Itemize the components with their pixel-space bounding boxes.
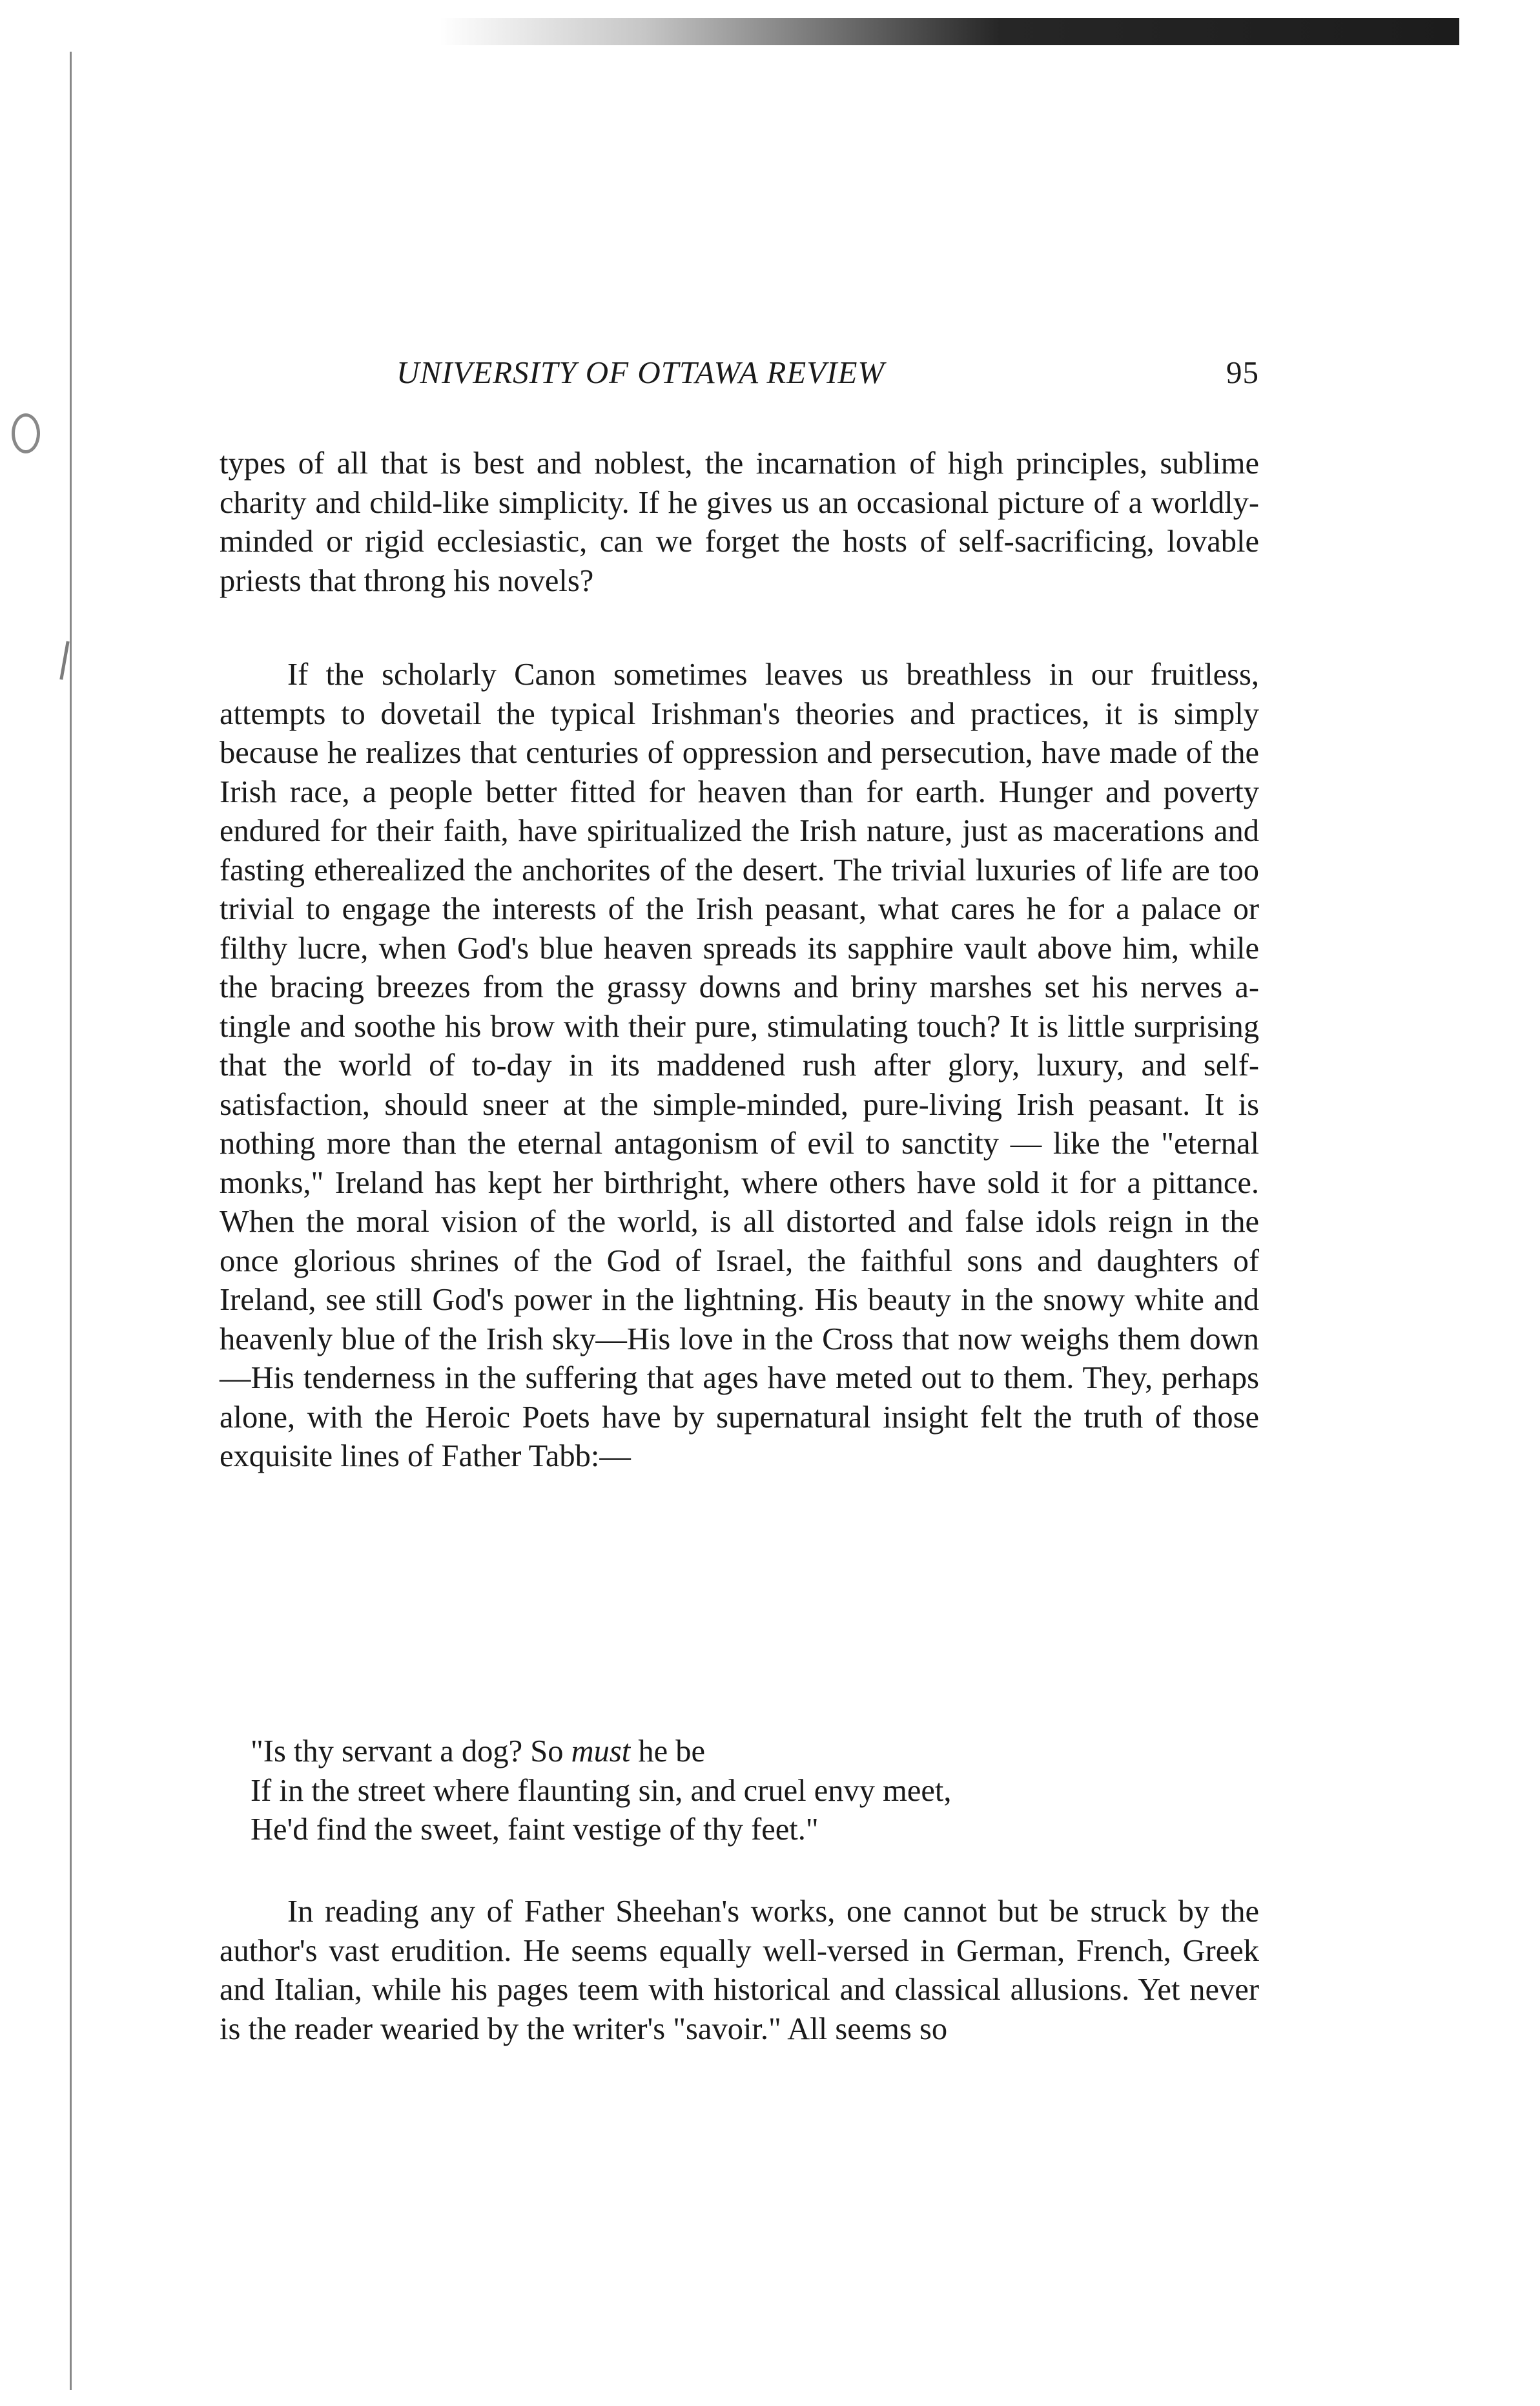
running-header [387, 354, 1259, 399]
page-binding-edge [70, 52, 72, 2390]
binding-hole-mark [12, 413, 40, 453]
poem-line-2: If in the street where flaunting sin, and cruel envy meet, [251, 1773, 952, 1808]
poem-quotation [251, 1732, 951, 1850]
poem-line-1-emphasis: must [571, 1734, 631, 1768]
poem-line-1-start: "Is thy servant a dog? So [251, 1734, 571, 1768]
scan-edge-shadow [439, 18, 1459, 45]
poem-line-1-end: he be [630, 1734, 706, 1768]
page-number: 95 [1226, 355, 1259, 390]
journal-title: UNIVERSITY OF OTTAWA REVIEW [396, 355, 885, 390]
poem-line-3: He'd find the sweet, faint vestige of thy feet." [251, 1812, 819, 1847]
binding-stroke-mark [59, 641, 69, 680]
poem-line-1 [251, 1732, 951, 1772]
paragraph-1: types of all that is best and noblest, the incarnation of high principles, sublime charity and child-like simplicity. If he gives us an occasional picture of a worldly-minded or rigid ecclesiastic, can we forget the hosts of self-sacrificing, lovable priests that throng his novels? [220, 446, 1259, 598]
paragraph-2: If the scholarly Canon sometimes leaves us breathless in our fruitless, attempts to dovetail the typical Irishman's theories and practices, it is simply because he realizes that centuries of oppression and persecution, have made of the Irish race, a people better fitted for heaven than for earth. Hunger and poverty endured for their faith, have spiritualized the Irish nature, just as macerations and fasting etherealized the anchorites of the desert. The trivial luxuries of life are too trivial to engage the interests of the Irish peasant, what cares he for a palace or filthy lucre, when God's blue heaven spreads its sapphire vault above him, while the bracing breezes from the grassy downs and briny marshes set his nerves a-tingle and soothe his brow with their pure, stimulating touch? It is little surprising that the world of to-day in its maddened rush after glory, luxury, and self-satisfaction, should sneer at the simple-minded, pure-living Irish peasant. It is nothing more than the eternal antagonism of evil to sanctity — like the "eternal monks," Ireland has kept her birthright, where others have sold it for a pittance. When the moral vision of the world, is all distorted and false idols reign in the once glorious shrines of the God of Israel, the faithful sons and daughters of Ireland, see still God's power in the lightning. His beauty in the snowy white and heavenly blue of the Irish sky—His love in the Cross that now weighs them down—His tenderness in the suffering that ages have meted out to them. They, perhaps alone, with the Heroic Poets have by supernatural insight felt the truth of those exquisite lines of Father Tabb:— [220, 658, 1259, 1473]
paragraph-3: In reading any of Father Sheehan's works, one cannot but be struck by the author's vast erudition. He seems equally well-versed in German, French, Greek and Italian, while his pages teem with historical and classical allusions. Yet never is the reader wearied by the writer's "savoir." All seems so [220, 1894, 1259, 2046]
